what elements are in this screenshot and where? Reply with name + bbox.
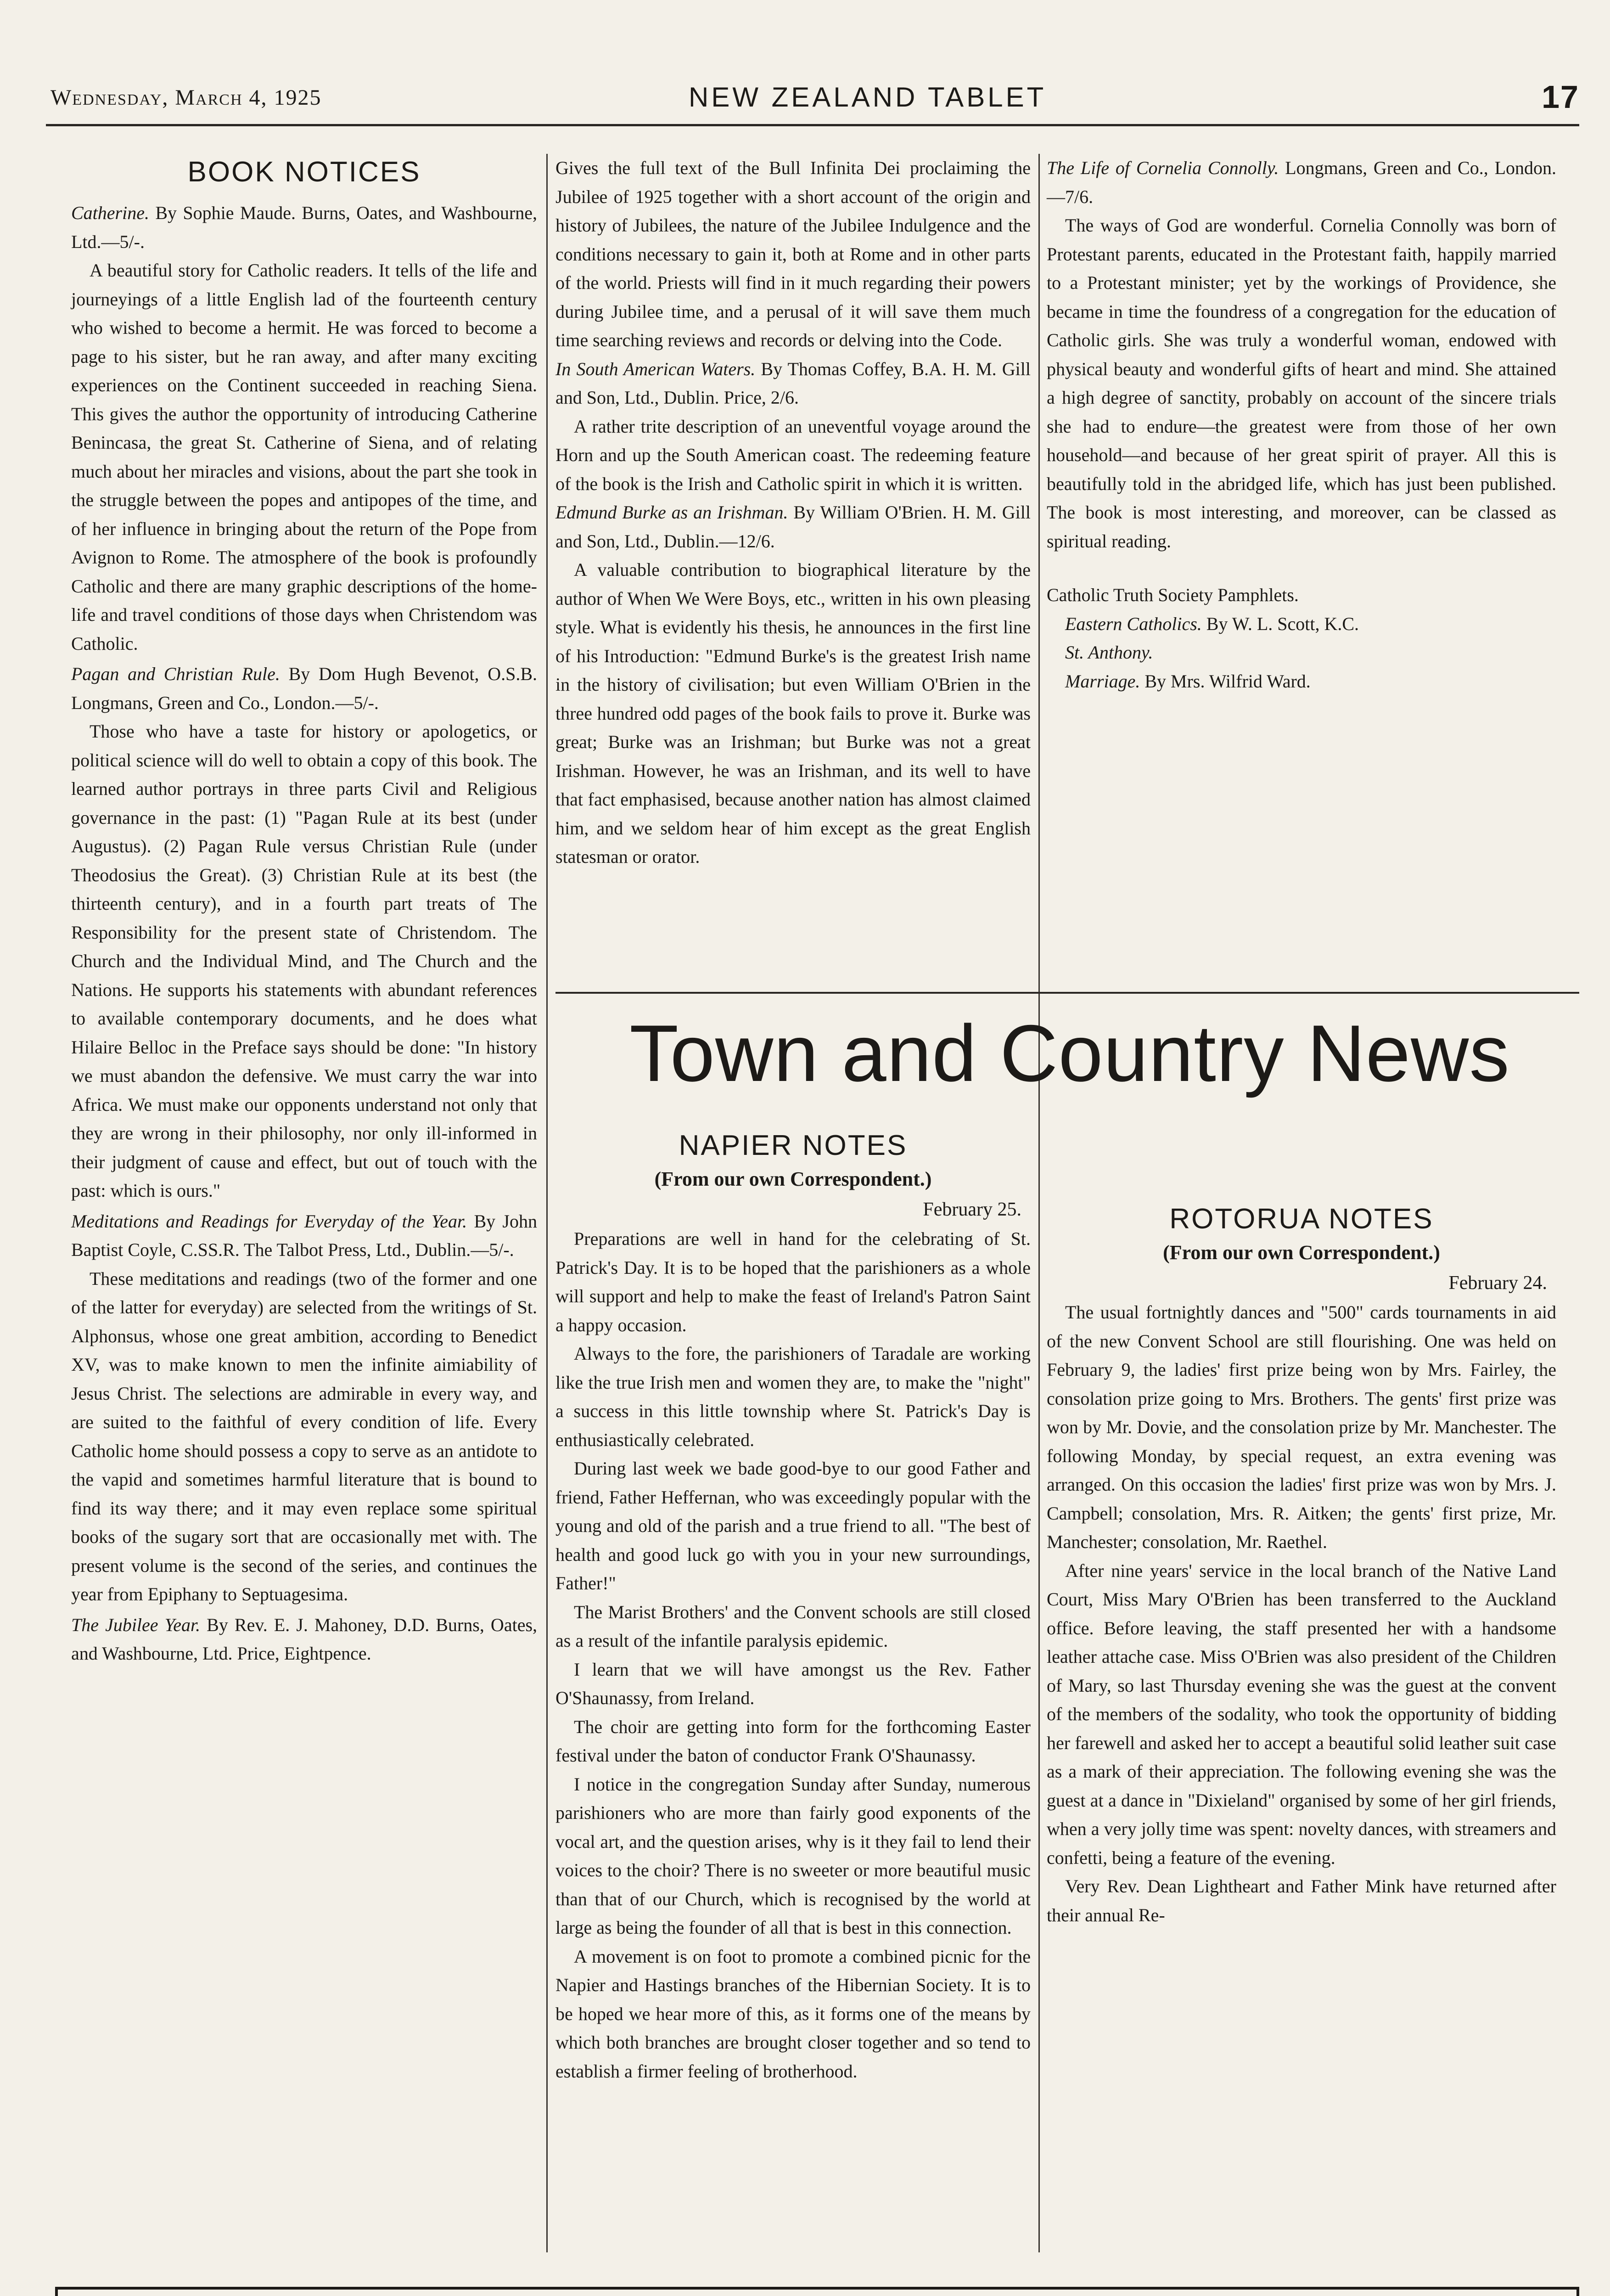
book-review-paragraph: A rather trite description of an uneventful voyage around the Horn and up the South American coast. The redeeming feature of the book is the Irish and Catholic spirit in which it is written. [555, 416, 1031, 494]
book-title: Meditations and Readings for Everyday of the Year. [71, 1210, 467, 1232]
book-entry-south-american-waters [555, 355, 1031, 412]
murray-shoe-advertisement [55, 2287, 1579, 2296]
section-rule [555, 992, 1579, 994]
book-review-paragraph: A beautiful story for Catholic readers. It tells of the life and journeyings of a little English lad of the fourteenth century who wished to become a hermit. He was forced to become a page to his sister, but he ran away, and after many exciting experiences on the Continent succeeded in reaching Siena. This gives the author the opportunity of introducing Catherine Benincasa, the great St. Catherine of Siena, and of relating much about her miracles and visions, about the part she took in the struggle between the popes and antipopes of the time, and of her influence in bringing about the return of the Pope from Avignon to Rome. The atmosphere of the book is profoundly Catholic and there are many graphic descriptions of the home-life and travel conditions of those days when Christendom was Catholic. [71, 260, 537, 654]
column-rule [546, 154, 548, 2252]
napier-notes-heading: NAPIER NOTES [679, 1130, 908, 1161]
news-paragraph: Always to the fore, the parishioners of Taradale are working like the true Irish men and women they are, to make the "night" a success in this little township where St. Patrick's Day is enthusiastically celebrated. [555, 1343, 1031, 1450]
book-entry-edmund-burke [555, 498, 1031, 556]
pamphlet-line [1047, 638, 1556, 667]
book-entry-jubilee-year [71, 1611, 537, 1668]
news-paragraph: A movement is on foot to promote a combined picnic for the Napier and Hastings branches of the Hibernian Society. It is to be hoped we hear more of this, as it forms one of the means by which both branches are brought closer together and so tend to establish a firmer feeling of brotherhood. [555, 1946, 1031, 2082]
book-details: Longmans, Green and Co., London.—7/6. [1047, 158, 1557, 207]
masthead-title: NEW ZEALAND TABLET [689, 82, 1047, 113]
pamphlet-title: Marriage. [1065, 670, 1140, 692]
news-paragraph: The usual fortnightly dances and "500" cards tournaments in aid of the new Convent School are still flourishing. One was held on February 9, the ladies' first prize being won by Mrs. Fairley, the consolation prize going to Mrs. Brothers. The gents' first prize was won by Mr. Dovie, and the consolation prize by Mr. Manchester. The following Monday, by special request, an extra evening was arranged. On this occasion the ladies' first prize was won by Mrs. J. Campbell; consolation, Mrs. R. Aitken; the gents' first prize, Mr. Manchester; consolation, Mr. Raethel. [1047, 1302, 1556, 1552]
book-notices-heading: BOOK NOTICES [187, 156, 421, 188]
news-paragraph: Very Rev. Dean Lightheart and Father Mink have returned after their annual Re- [1047, 1876, 1556, 1925]
page-number: 17 [1542, 79, 1579, 115]
book-details: By Rev. E. J. Mahoney, D.D. Burns, Oates, and Washbourne, Ltd. Price, Eightpence. [71, 1614, 538, 1664]
book-details: By John Baptist Coyle, C.SS.R. The Talbot Press, Ltd., Dublin.—5/-. [71, 1210, 537, 1260]
book-title: Pagan and Christian Rule. [71, 664, 280, 684]
news-paragraph: I learn that we will have amongst us the Rev. Father O'Shaunassy, from Ireland. [555, 1659, 1031, 1708]
book-details: By Sophie Maude. Burns, Oates, and Washbourne, Ltd.—5/-. [71, 203, 538, 252]
book-title: Edmund Burke as an Irishman. [555, 502, 788, 523]
news-paragraph: I notice in the congregation Sunday after Sunday, numerous parishioners who are more than fairly good exponents of the vocal art, and the question arises, why is it they fail to lend their voices to the choir? There is no sweeter or more beautiful music than that of our Church, which is recognised by the world at large as being the founder of all that is best in this connection. [555, 1773, 1031, 1938]
news-paragraph: During last week we bade good-bye to our good Father and friend, Father Heffernan, who was exceedingly popular with the young and old of the parish and a true friend to all. "The best of health and good luck go with you in your new surroundings, Father!" [555, 1458, 1031, 1593]
book-title: The Life of Cornelia Connolly. [1047, 158, 1279, 178]
book-entry-meditations [71, 1207, 537, 1265]
book-review-paragraph: Gives the full text of the Bull Infinita Dei proclaiming the Jubilee of 1925 together with a short account of the origin and history of Jubilees, the nature of the Jubilee Indulgence and the conditions necessary to gain it, both at Rome and in other parts of the world. Priests will find in it much regarding their powers during Jubilee time, and a perusal of it will save them much time searching reviews and records or delving into the Code. [555, 158, 1031, 350]
pamphlet-title: Eastern Catholics. [1065, 613, 1202, 634]
news-paragraph: Preparations are well in hand for the celebrating of St. Patrick's Day. It is to be hoped that the parishioners as a whole will support and help to make the feast of Ireland's Patron Saint a happy occasion. [555, 1228, 1031, 1335]
book-entry-catherine [71, 199, 537, 256]
section-ornament [1047, 1127, 1556, 1201]
correspondent-line: (From our own Correspondent.) [654, 1168, 932, 1190]
header-rule [46, 124, 1579, 126]
book-title: In South American Waters. [555, 358, 756, 379]
pamphlet-title: St. Anthony. [1065, 642, 1153, 663]
news-paragraph: After nine years' service in the local branch of the Native Land Court, Miss Mary O'Brien has been transferred to the Auckland office. Before leaving, the staff presented her with a handsome leather attache case. Miss O'Brien was also president of the Children of Mary, so last Thursday evening she was the guest at the convent of the members of the sodality, who took the opportunity of bidding her farewell and asked her to accept a beautiful solid leather suit case as a mark of their appreciation. The following evening she was the guest at a dance in "Dixieland" organised by some of her girl friends, when a very jolly time was spent: novelty dances, with streamers and confetti, being a feature of the evening. [1047, 1560, 1556, 1868]
dateline: February 25. [923, 1199, 1021, 1220]
correspondent-line: (From our own Correspondent.) [1163, 1241, 1440, 1264]
issue-date: Wednesday, March 4, 1925 [50, 85, 322, 110]
pamphlets-heading: Catholic Truth Society Pamphlets. [1047, 585, 1299, 605]
book-entry-pagan-christian-rule [71, 660, 537, 717]
rotorua-notes-column [1047, 1127, 1556, 1930]
book-details: By Dom Hugh Bevenot, O.S.B. Longmans, Green and Co., London.—5/-. [71, 664, 537, 713]
book-notices-column-3 [1047, 154, 1556, 696]
town-country-news-title: Town and Country News [629, 1009, 1510, 1098]
book-notices-column-2 [555, 154, 1031, 867]
book-notices-column-1 [71, 154, 537, 1668]
napier-notes-column [555, 1127, 1031, 2086]
pamphlet-details: By W. L. Scott, K.C. [1206, 613, 1359, 634]
book-entry-cornelia-connolly [1047, 154, 1556, 211]
book-title: The Jubilee Year. [71, 1614, 201, 1635]
book-details: By William O'Brien. H. M. Gill and Son, Ltd., Dublin.—12/6. [555, 502, 1031, 551]
news-paragraph: The Marist Brothers' and the Convent schools are still closed as a result of the infantile paralysis epidemic. [555, 1601, 1031, 1651]
pamphlet-line [1047, 667, 1556, 696]
book-details: By Thomas Coffey, B.A. H. M. Gill and Son, Ltd., Dublin. Price, 2/6. [555, 358, 1031, 408]
book-review-paragraph: Those who have a taste for history or apologetics, or political science will do well to obtain a copy of this book. The learned author portrays in three parts Civil and Religious governance in the past: (1) "Pagan Rule at its best (under Augustus). (2) Pagan Rule versus Christian Rule (under Theodosius the Great). (3) Christian Rule at its best (the thirteenth century), and in a fourth part treats of The Responsibility for the present state of Christendom. The Church and the Individual Mind, and The Church and the Nations. He supports his statements with abundant references to available contemporary documents, and he does what Hilaire Belloc in the Preface says should be done: "In history we must abandon the defensive. We must carry the war into Africa. We must make our opponents understand not only that they are wrong in their philosophy, nor only ill-informed in their judgment of cause and effect, but out of touch with the past: which is ours." [71, 721, 537, 1201]
pamphlet-details: By Mrs. Wilfrid Ward. [1144, 670, 1311, 692]
pamphlet-line [1047, 610, 1556, 639]
book-title: Catherine. [71, 203, 149, 223]
column-rule [1038, 154, 1040, 2252]
book-review-paragraph: The ways of God are wonderful. Cornelia Connolly was born of Protestant parents, educated in the Protestant faith, happily married to a Protestant minister; yet by the workings of Providence, she became in time the foundress of a congregation for the education of Catholic girls. She was truly a wonderful woman, endowed with physical beauty and wonderful gifts of heart and mind. She attained a high degree of sanctity, probably on account of the sincere trials she had to endure—the greatest were from those of her own household—and because of her great spirit of prayer. All this is beautifully told in the abridged life, which has just been published. The book is most interesting, and moreover, can be classed as spiritual reading. [1047, 215, 1556, 551]
rotorua-notes-heading: ROTORUA NOTES [1169, 1203, 1434, 1235]
dateline: February 24. [1448, 1272, 1547, 1294]
book-review-paragraph: A valuable contribution to biographical literature by the author of When We Were Boys, etc., written in his own pleasing style. What is evidently his thesis, he announces in the first line of his Introduction: "Edmund Burke's is the greatest Irish name in the history of civilisation; but even William O'Brien in the three hundred odd pages of the book fails to prove it. Burke was great; Burke was an Irishman; but Burke was not a great Irishman. However, he was an Irishman, and its well to have that fact emphasised, because another nation has almost claimed him, and we seldom hear of him except as the great English statesman or orator. [555, 559, 1031, 867]
news-paragraph: The choir are getting into form for the forthcoming Easter festival under the baton of conductor Frank O'Shaunassy. [555, 1716, 1031, 1766]
book-review-paragraph: These meditations and readings (two of the former and one of the latter for everyday) are selected from the writings of St. Alphonsus, whose one great ambition, according to Benedict XV, was to make known to men the infinite aimiability of Jesus Christ. The selections are admirable in every way, and are suited to the faithful of every condition of life. Every Catholic home should possess a copy to serve as an antidote to the vapid and sometimes harmful literature that is bound to find its way there; and it may even replace some spiritual books of the sugary sort that are occasionally met with. The present volume is the second of the series, and continues the year from Epiphany to Septuagesima. [71, 1268, 537, 1604]
running-head [50, 79, 1579, 117]
